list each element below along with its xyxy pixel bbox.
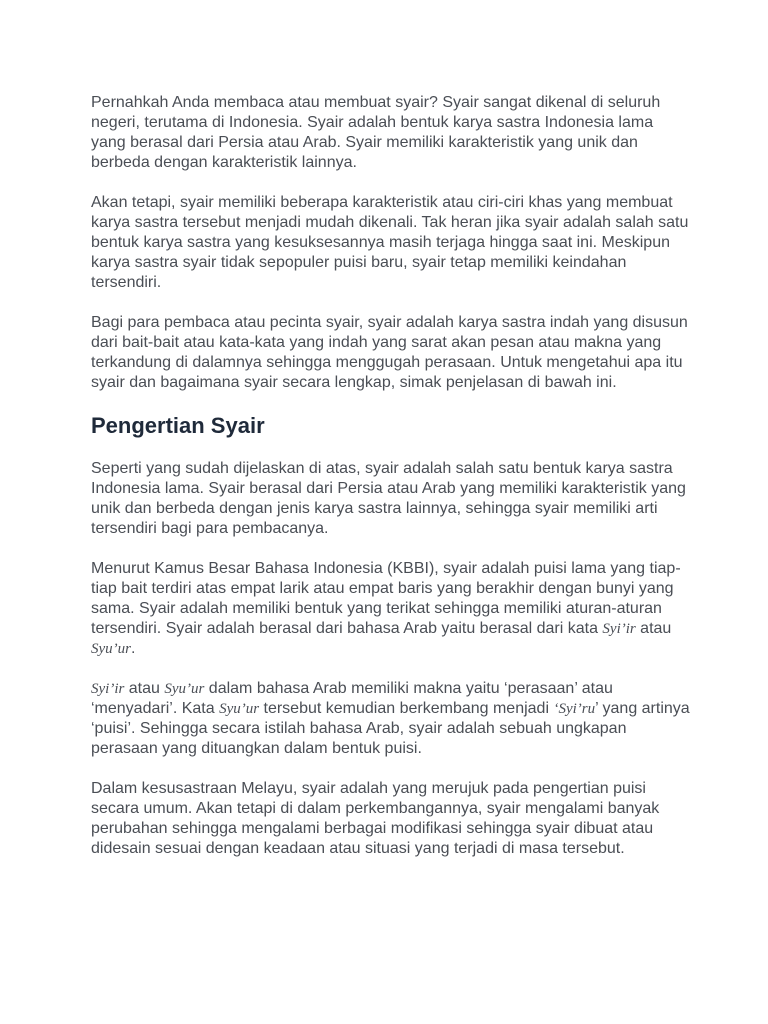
section-paragraph-4: Dalam kesusastraan Melayu, syair adalah yang merujuk pada pengertian puisi secara umum. Akan tetapi di dalam perkembangannya, syair mengalami banyak perubahan sehingga mengalami berbagai modifikasi sehingga syair dibuat atau didesain sesuai dengan keadaan atau situasi yang terjadi di masa tersebut. bbox=[91, 780, 660, 857]
text-run: Menurut Kamus Besar Bahasa Indonesia (KBBI), syair adalah puisi lama yang tiap-tiap bait terdiri atas empat larik atau empat baris yang berakhir dengan bunyi yang sama. Syair adalah memiliki bentuk yang terikat sehingga memiliki aturan-aturan tersendiri. Syair adalah berasal dari bahasa Arab yaitu berasal dari kata bbox=[91, 560, 681, 637]
text-run: atau bbox=[635, 620, 672, 637]
text-run: dalam bahasa Arab memiliki makna yaitu ‘perasaan’ atau ‘menyadari’. Kata bbox=[91, 680, 613, 717]
italic-term: Syi’ir bbox=[602, 621, 636, 637]
section-paragraph-3 bbox=[91, 679, 691, 759]
text-run: atau bbox=[124, 680, 165, 697]
text-run: tersebut kemudian berkembang menjadi bbox=[259, 700, 554, 717]
document-page bbox=[91, 93, 691, 879]
text-run: . bbox=[131, 640, 136, 657]
italic-term: Syu’ur bbox=[164, 681, 205, 697]
italic-term: Syi’ir bbox=[91, 681, 125, 697]
section-paragraph-2 bbox=[91, 559, 691, 659]
intro-paragraph-2: Akan tetapi, syair memiliki beberapa karakteristik atau ciri-ciri khas yang membuat karya sastra tersebut menjadi mudah dikenali. Tak heran jika syair adalah salah satu bentuk karya sastra yang kesuksesannya masih terjaga hingga saat ini. Meskipun karya sastra syair tidak sepopuler puisi baru, syair tetap memiliki keindahan tersendiri. bbox=[91, 194, 689, 291]
section-paragraph-1: Seperti yang sudah dijelaskan di atas, syair adalah salah satu bentuk karya sastra Indonesia lama. Syair berasal dari Persia atau Arab yang memiliki karakteristik yang unik dan berbeda dengan jenis karya sastra lainnya, sehingga syair memiliki arti tersendiri bagi para pembacanya. bbox=[91, 460, 686, 537]
text-run: ’ yang artinya ‘puisi’. Sehingga secara istilah bahasa Arab, syair adalah sebuah ungkapan perasaan yang dituangkan dalam bentuk puisi. bbox=[91, 700, 690, 757]
italic-term: ‘Syi’ru bbox=[553, 701, 596, 717]
italic-term: Syu’ur bbox=[91, 641, 131, 657]
section-heading: Pengertian Syair bbox=[91, 413, 265, 438]
intro-paragraph-3: Bagi para pembaca atau pecinta syair, syair adalah karya sastra indah yang disusun dari bait-bait atau kata-kata yang indah yang sarat akan pesan atau makna yang terkandung di dalamnya sehingga menggugah perasaan. Untuk mengetahui apa itu syair dan bagaimana syair secara lengkap, simak penjelasan di bawah ini. bbox=[91, 314, 688, 391]
italic-term: Syu’ur bbox=[219, 701, 260, 717]
intro-paragraph-1: Pernahkah Anda membaca atau membuat syair? Syair sangat dikenal di seluruh negeri, terutama di Indonesia. Syair adalah bentuk karya sastra Indonesia lama yang berasal dari Persia atau Arab. Syair memiliki karakteristik yang unik dan berbeda dengan karakteristik lainnya. bbox=[91, 94, 661, 171]
